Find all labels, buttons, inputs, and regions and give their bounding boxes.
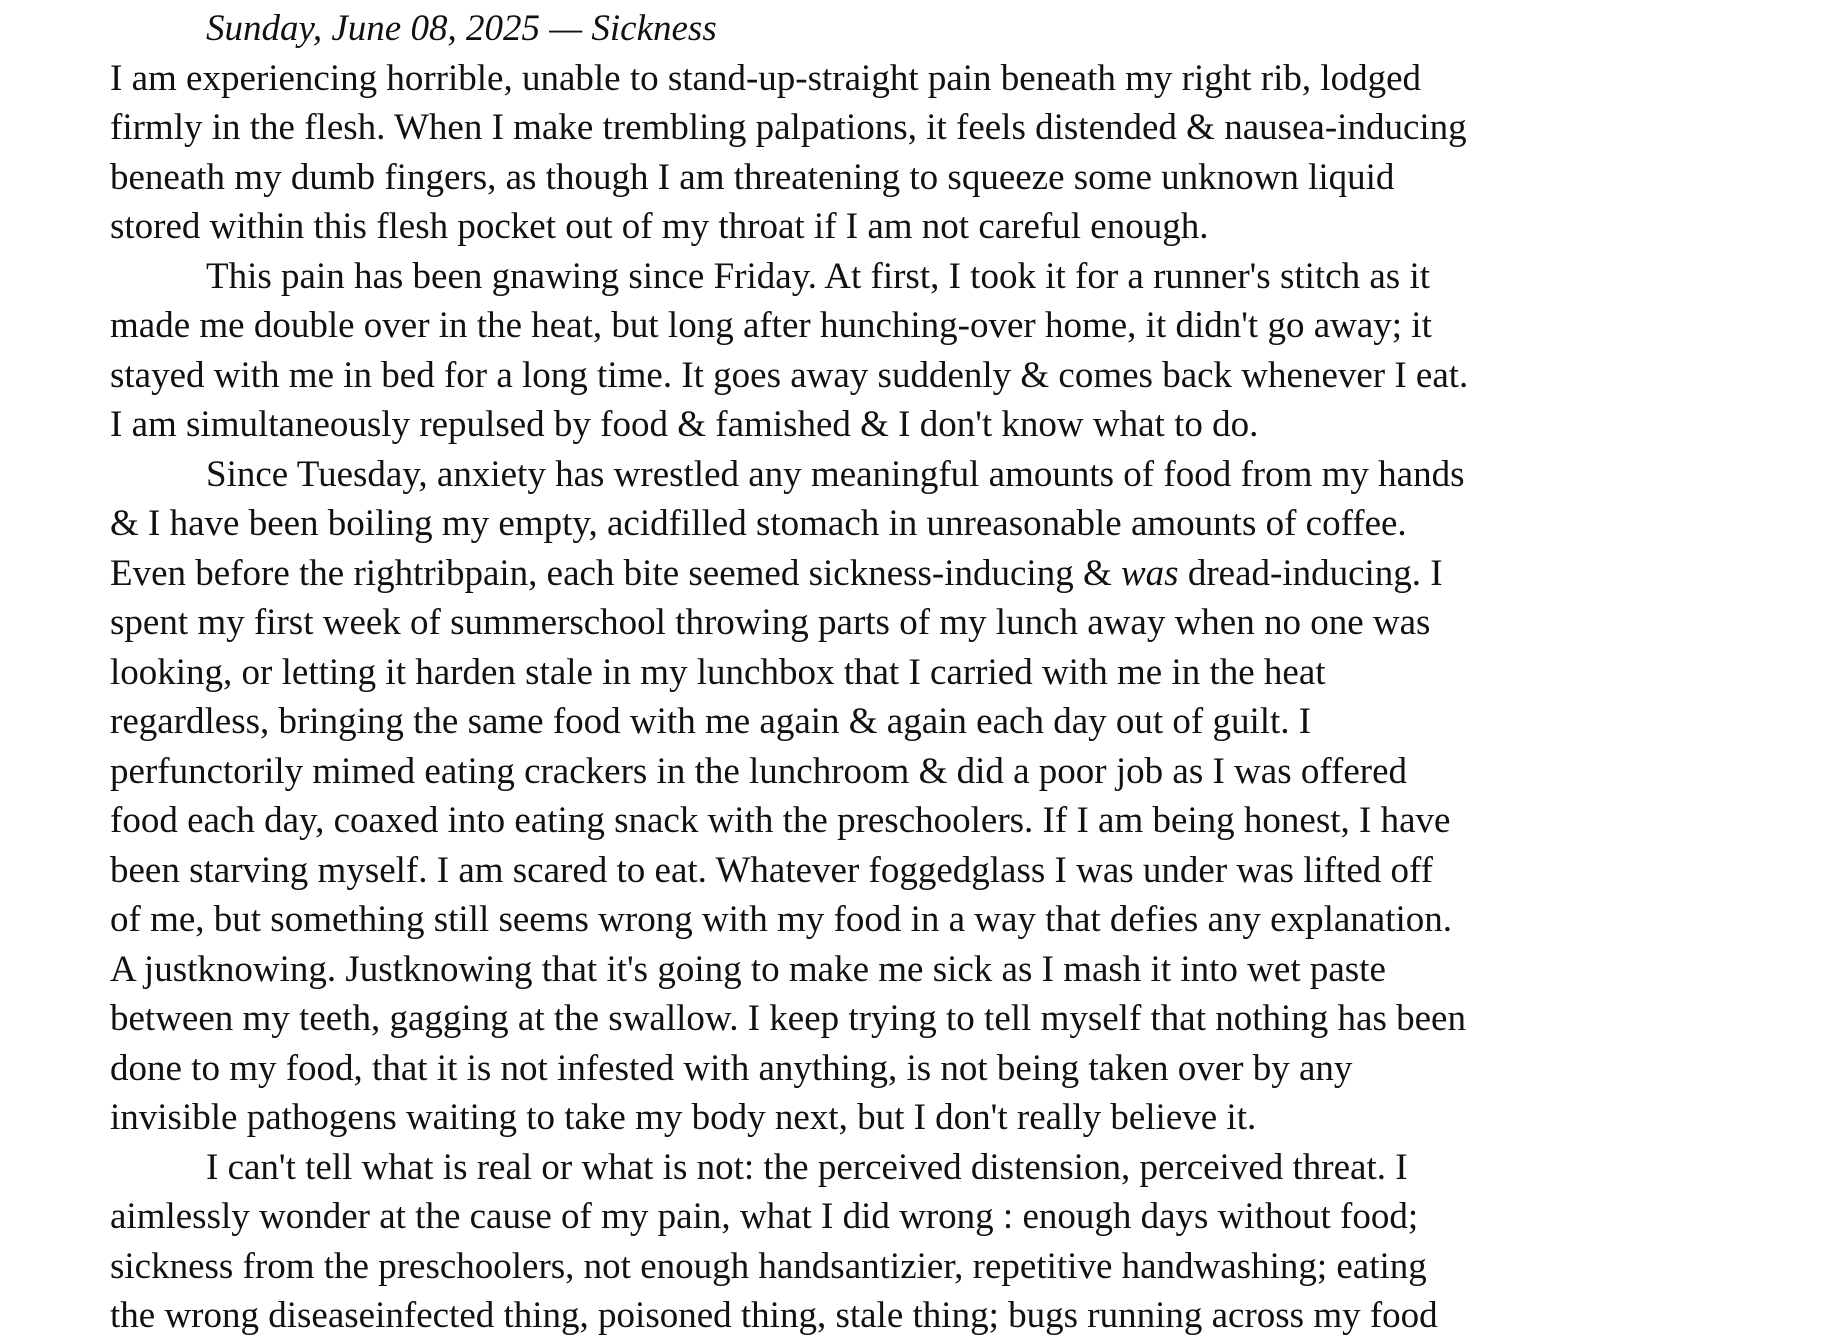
journal-page <box>110 4 1540 1341</box>
text-line <box>110 1093 1540 1143</box>
line-text: aimlessly wonder at the cause of my pain, what I did wrong : enough days without food; <box>110 1196 1419 1237</box>
entry-paragraph <box>110 54 1540 252</box>
line-text: regardless, bringing the same food with me again & again each day out of guilt. I <box>110 701 1312 742</box>
entry-paragraph <box>110 252 1540 450</box>
text-line <box>110 648 1540 698</box>
text-line <box>110 796 1540 846</box>
text-line <box>110 598 1540 648</box>
line-text: food each day, coaxed into eating snack with the preschoolers. If I am being honest, I have <box>110 800 1451 841</box>
text-line <box>110 202 1540 252</box>
line-text: beneath my dumb fingers, as though I am threatening to squeeze some unknown liquid <box>110 156 1395 198</box>
line-text: done to my food, that it is not infested with anything, is not being taken over by any <box>110 1047 1353 1089</box>
line-text: perfunctorily mimed eating crackers in the lunchroom & did a poor job as I was offered <box>110 750 1407 792</box>
line-text: stored within this flesh pocket out of my throat if I am not careful enough. <box>110 206 1209 247</box>
line-text: the wrong diseaseinfected thing, poisoned thing, stale thing; bugs running across my food <box>110 1295 1438 1336</box>
line-text: dread-inducing. I <box>1178 552 1443 594</box>
line-text: of me, but something still seems wrong with my food in a way that defies any explanation. <box>110 899 1453 940</box>
text-line <box>110 1291 1540 1341</box>
text-line <box>110 301 1540 351</box>
line-text: stayed with me in bed for a long time. It goes away suddenly & comes back whenever I eat. <box>110 354 1469 396</box>
line-text: I can't tell what is real or what is not: the perceived distension, perceived threat. I <box>206 1146 1408 1188</box>
line-text: invisible pathogens waiting to take my body next, but I don't really believe it. <box>110 1097 1257 1138</box>
text-line <box>110 252 1540 302</box>
entry-paragraph <box>110 450 1540 1143</box>
line-text: & I have been boiling my empty, acidfilled stomach in unreasonable amounts of coffee. <box>110 503 1407 544</box>
entry-body <box>110 54 1540 1341</box>
emphasis-text: was <box>1121 552 1179 594</box>
text-line <box>110 103 1540 153</box>
text-line <box>110 1192 1540 1242</box>
line-text: sickness from the preschoolers, not enough handsantizier, repetitive handwashing; eating <box>110 1245 1427 1287</box>
line-text: This pain has been gnawing since Friday. At first, I took it for a runner's stitch as it <box>206 255 1430 297</box>
line-text: between my teeth, gagging at the swallow. I keep trying to tell myself that nothing has been <box>110 998 1466 1039</box>
entry-heading: Sunday, June 08, 2025 — Sickness <box>206 8 717 49</box>
text-line <box>110 400 1540 450</box>
text-line <box>110 1143 1540 1193</box>
text-line <box>110 153 1540 203</box>
text-line <box>110 747 1540 797</box>
line-text: spent my first week of summerschool throwing parts of my lunch away when no one was <box>110 602 1431 643</box>
entry-paragraph <box>110 1143 1540 1341</box>
line-text: looking, or letting it harden stale in my lunchbox that I carried with me in the heat <box>110 651 1326 693</box>
line-text: been starving myself. I am scared to eat. Whatever foggedglass I was under was lifted off <box>110 849 1433 891</box>
text-line <box>110 994 1540 1044</box>
line-text: A justknowing. Justknowing that it's going to make me sick as I mash it into wet paste <box>110 948 1386 990</box>
text-line <box>110 54 1540 104</box>
text-line <box>110 1044 1540 1094</box>
line-text: made me double over in the heat, but long after hunching-over home, it didn't go away; it <box>110 305 1432 346</box>
text-line <box>110 945 1540 995</box>
line-text: Since Tuesday, anxiety has wrestled any meaningful amounts of food from my hands <box>206 453 1465 495</box>
text-line <box>110 351 1540 401</box>
text-line <box>110 549 1540 599</box>
text-line <box>110 895 1540 945</box>
line-text: Even before the rightribpain, each bite seemed sickness-inducing & <box>110 552 1121 594</box>
text-line <box>110 450 1540 500</box>
text-line <box>110 697 1540 747</box>
line-text: firmly in the flesh. When I make trembling palpations, it feels distended & nausea-inducing <box>110 107 1467 148</box>
text-line <box>110 846 1540 896</box>
text-line <box>110 499 1540 549</box>
text-line <box>110 1242 1540 1292</box>
line-text: I am simultaneously repulsed by food & famished & I don't know what to do. <box>110 404 1259 445</box>
line-text: I am experiencing horrible, unable to stand-up-straight pain beneath my right rib, lodged <box>110 57 1422 99</box>
